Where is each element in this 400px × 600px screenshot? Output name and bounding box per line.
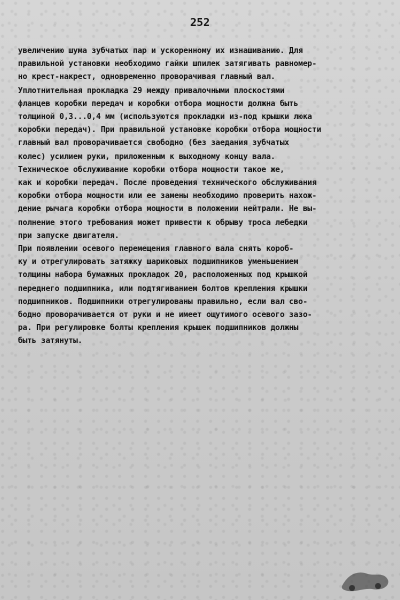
paragraph-3: Техническое обслуживание коробки отбора мощности такое же, как и коробки передач. После проведения технического обслуживания коробки отбора мощности или ее замены необходимо проверить нахож- дение рычага коробки отбора мощности в положении нейтрали. Не вы- полнение этого требования может привести к обрыву троса лебедки при запуске двигателя. — [18, 164, 317, 240]
paragraph-1: увеличению шума зубчатых пар и ускоренному их изнашиванию. Для правильной установки необходимо гайки шпилек затягивать равномер- но крест-накрест, одновременно проворачивая главный вал. — [18, 46, 317, 82]
ink-stamp-mark — [338, 564, 392, 594]
body-text — [18, 44, 388, 348]
page-number: 252 — [190, 16, 210, 29]
paragraph-2: Уплотнительная прокладка 29 между привалочными плоскостями фланцев коробки передач и коробки отбора мощности должна быть толщиной 0,3...0,4 мм (используются прокладки из-под крышки люка коробки передач). При правильной установке коробки отбора мощности главный вал проворачивается свободно (без заедания зубчатых колес) усилием руки, приложенным к выходному концу вала. — [18, 85, 322, 161]
paragraph-4: При появлении осевого перемещения главного вала снять короб- ку и отрегулировать затяжку шариковых подшипников уменьшением толщины набора бумажных прокладок 20, расположенных под крышкой переднего подшипника, или подтягиванием болтов крепления крышки подшипников. Подшипники отрегулированы правильно, если вал сво- бодно проворачивается от руки и не имеет ощутимого осевого зазо- ра. При регулировке болты крепления крышек подшипников должны быть затянуты. — [18, 244, 313, 346]
